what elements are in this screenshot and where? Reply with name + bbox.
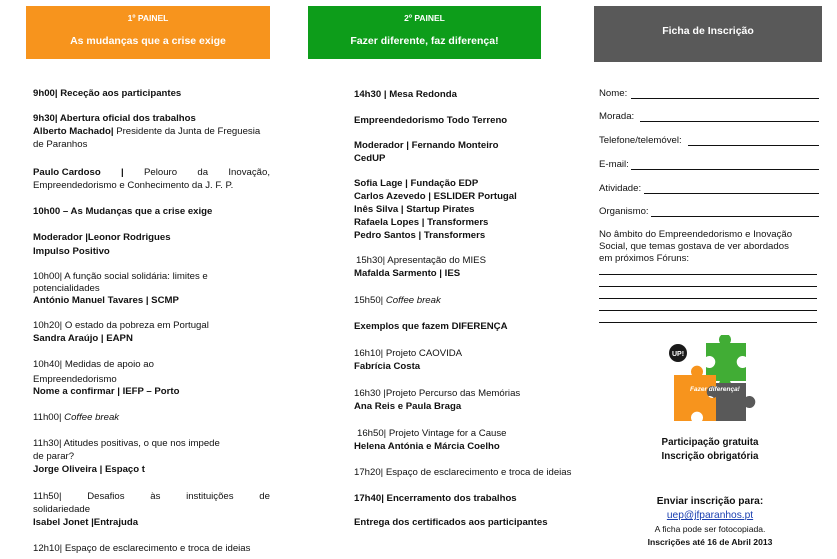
email-link[interactable]: uep@jfparanhos.pt: [666, 510, 754, 521]
atividade-field[interactable]: [644, 193, 819, 194]
word: instituições: [186, 491, 234, 502]
program-item-cont: de parar?: [33, 451, 75, 462]
photocopy-note: A ficha pode ser fotocopiada.: [654, 524, 766, 534]
section-heading: Exemplos que fazem DIFERENÇA: [354, 321, 508, 332]
question-text: Social, que temas gostava de ver abordados: [599, 241, 789, 252]
program-item: 14h30 | Mesa Redonda: [354, 89, 457, 100]
moderator: Moderador | Fernando Monteiro: [354, 140, 499, 151]
speaker: Mafalda Sarmento | IES: [354, 268, 461, 279]
topics-answer-line[interactable]: [599, 298, 817, 299]
panel1-title: As mudanças que a crise exige: [70, 35, 226, 47]
program-item: 11h30| Atitudes positivas, o que nos impede: [33, 438, 220, 449]
panel2-header: [308, 6, 541, 59]
speaker-name: Alberto Machado|: [33, 126, 114, 137]
organismo-field[interactable]: [651, 216, 819, 217]
program-item-cont: solidariedade: [33, 504, 91, 515]
speaker: Fabrícia Costa: [354, 361, 421, 372]
puzzle-logo: [668, 335, 778, 425]
word: de: [259, 491, 270, 502]
coffee-time: 11h00|: [33, 412, 62, 423]
program-item: 16h50| Projeto Vintage for a Cause: [357, 428, 507, 439]
email-field[interactable]: [631, 169, 819, 170]
word: da: [197, 167, 209, 178]
participation-text: Inscrição obrigatória: [661, 451, 759, 462]
speaker: Ana Reis e Paula Braga: [354, 401, 462, 412]
program-item: 9h00| Receção aos participantes: [33, 88, 182, 99]
panelist: Carlos Azevedo | ESLIDER Portugal: [354, 191, 517, 202]
field-label-nome: Nome:: [599, 88, 628, 99]
field-label-telefone: Telefone/telemóvel:: [599, 135, 682, 146]
speaker-name: Paulo Cardoso: [33, 167, 101, 178]
program-item: [33, 491, 270, 504]
panelist: Sofia Lage | Fundação EDP: [354, 178, 479, 189]
deadline: Inscrições até 16 de Abril 2013: [647, 537, 773, 547]
moderator-org: Impulso Positivo: [33, 246, 110, 257]
field-label-email: E-mail:: [599, 159, 629, 170]
speaker: Nome a confirmar | IEFP – Porto: [33, 386, 180, 397]
program-item: 16h10| Projeto CAOVIDA: [354, 348, 463, 359]
logo-tagline: Fazer diferença!: [690, 386, 740, 393]
word: 11h50|: [33, 491, 62, 502]
word: Pelouro: [144, 167, 178, 178]
coffee-break: [354, 295, 441, 308]
coffee-label: Coffee break: [385, 295, 441, 306]
up-seal-letters: UP!: [671, 351, 685, 358]
program-item-speaker: [33, 167, 270, 180]
program-item: 17h40| Encerramento dos trabalhos: [354, 493, 517, 504]
word: às: [150, 491, 161, 502]
speaker: Jorge Oliveira | Espaço t: [33, 464, 145, 475]
speaker-role: Presidente da Junta de Freguesia: [116, 126, 261, 137]
program-item: 15h30| Apresentação do MIES: [356, 255, 486, 266]
puzzle-logo-graphic: [668, 335, 778, 425]
speaker-role-cont: de Paranhos: [33, 139, 88, 150]
program-item-speaker: [33, 126, 260, 139]
speaker: Helena Antónia e Márcia Coelho: [354, 441, 500, 452]
panel2-title: Fazer diferente, faz diferença!: [350, 35, 499, 47]
program-item-cont: Empreendedorismo: [33, 374, 117, 385]
morada-field[interactable]: [640, 121, 819, 122]
send-label: Enviar inscrição para:: [656, 496, 764, 507]
panel2-number: 2º PAINEL: [404, 13, 445, 23]
topics-answer-line[interactable]: [599, 274, 817, 275]
question-text: No âmbito do Empreendedorismo e Inovação: [599, 229, 793, 240]
panelist: Rafaela Lopes | Transformers: [354, 217, 489, 228]
panelist: Pedro Santos | Transformers: [354, 230, 486, 241]
panel1-number: 1º PAINEL: [127, 13, 169, 23]
moderator-org: CedUP: [354, 153, 386, 164]
nome-field[interactable]: [631, 98, 819, 99]
separator: |: [121, 167, 124, 178]
program-item: 16h30 |Projeto Percurso das Memórias: [354, 388, 521, 399]
question-text: em próximos Fóruns:: [599, 253, 690, 264]
topics-answer-line[interactable]: [599, 310, 817, 311]
moderator: Moderador |Leonor Rodrigues: [33, 232, 171, 243]
program-item: Empreendedorismo Todo Terreno: [354, 115, 508, 126]
topics-answer-line[interactable]: [599, 286, 817, 287]
program-item: 10h20| O estado da pobreza em Portugal: [33, 320, 209, 331]
form-title: Ficha de Inscrição: [662, 25, 754, 37]
coffee-time: 15h50|: [354, 295, 384, 306]
field-label-morada: Morada:: [599, 111, 635, 122]
panelist: Inês Silva | Startup Pirates: [354, 204, 475, 215]
topics-answer-line[interactable]: [599, 322, 817, 323]
program-item: 10h00 – As Mudanças que a crise exige: [33, 206, 213, 217]
speaker-role: Empreendedorismo e Conhecimento da J. F. P.: [33, 180, 234, 191]
program-item: 17h20| Espaço de esclarecimento e troca de ideias: [354, 467, 572, 478]
speaker: António Manuel Tavares | SCMP: [33, 295, 179, 306]
speaker: Sandra Araújo | EAPN: [33, 333, 133, 344]
word: Inovação,: [228, 167, 270, 178]
telefone-field[interactable]: [688, 145, 819, 146]
coffee-break: [33, 412, 119, 425]
field-label-organismo: Organismo:: [599, 206, 649, 217]
word: Desafios: [87, 491, 125, 502]
field-label-atividade: Atividade:: [599, 183, 642, 194]
coffee-label: Coffee break: [64, 412, 120, 423]
panel1-header: [26, 6, 270, 59]
participation-text: Participação gratuita: [661, 437, 759, 448]
program-item: 10h40| Medidas de apoio ao: [33, 359, 154, 370]
program-item: 9h30| Abertura oficial dos trabalhos: [33, 113, 196, 124]
program-item: 10h00| A função social solidária: limites e: [33, 271, 208, 282]
program-item-cont: potencialidades: [33, 283, 100, 294]
form-header: [594, 6, 822, 62]
program-item: 12h10| Espaço de esclarecimento e troca de ideias: [33, 543, 251, 554]
speaker: Isabel Jonet |Entrajuda: [33, 517, 139, 528]
program-item: Entrega dos certificados aos participantes: [354, 517, 548, 528]
